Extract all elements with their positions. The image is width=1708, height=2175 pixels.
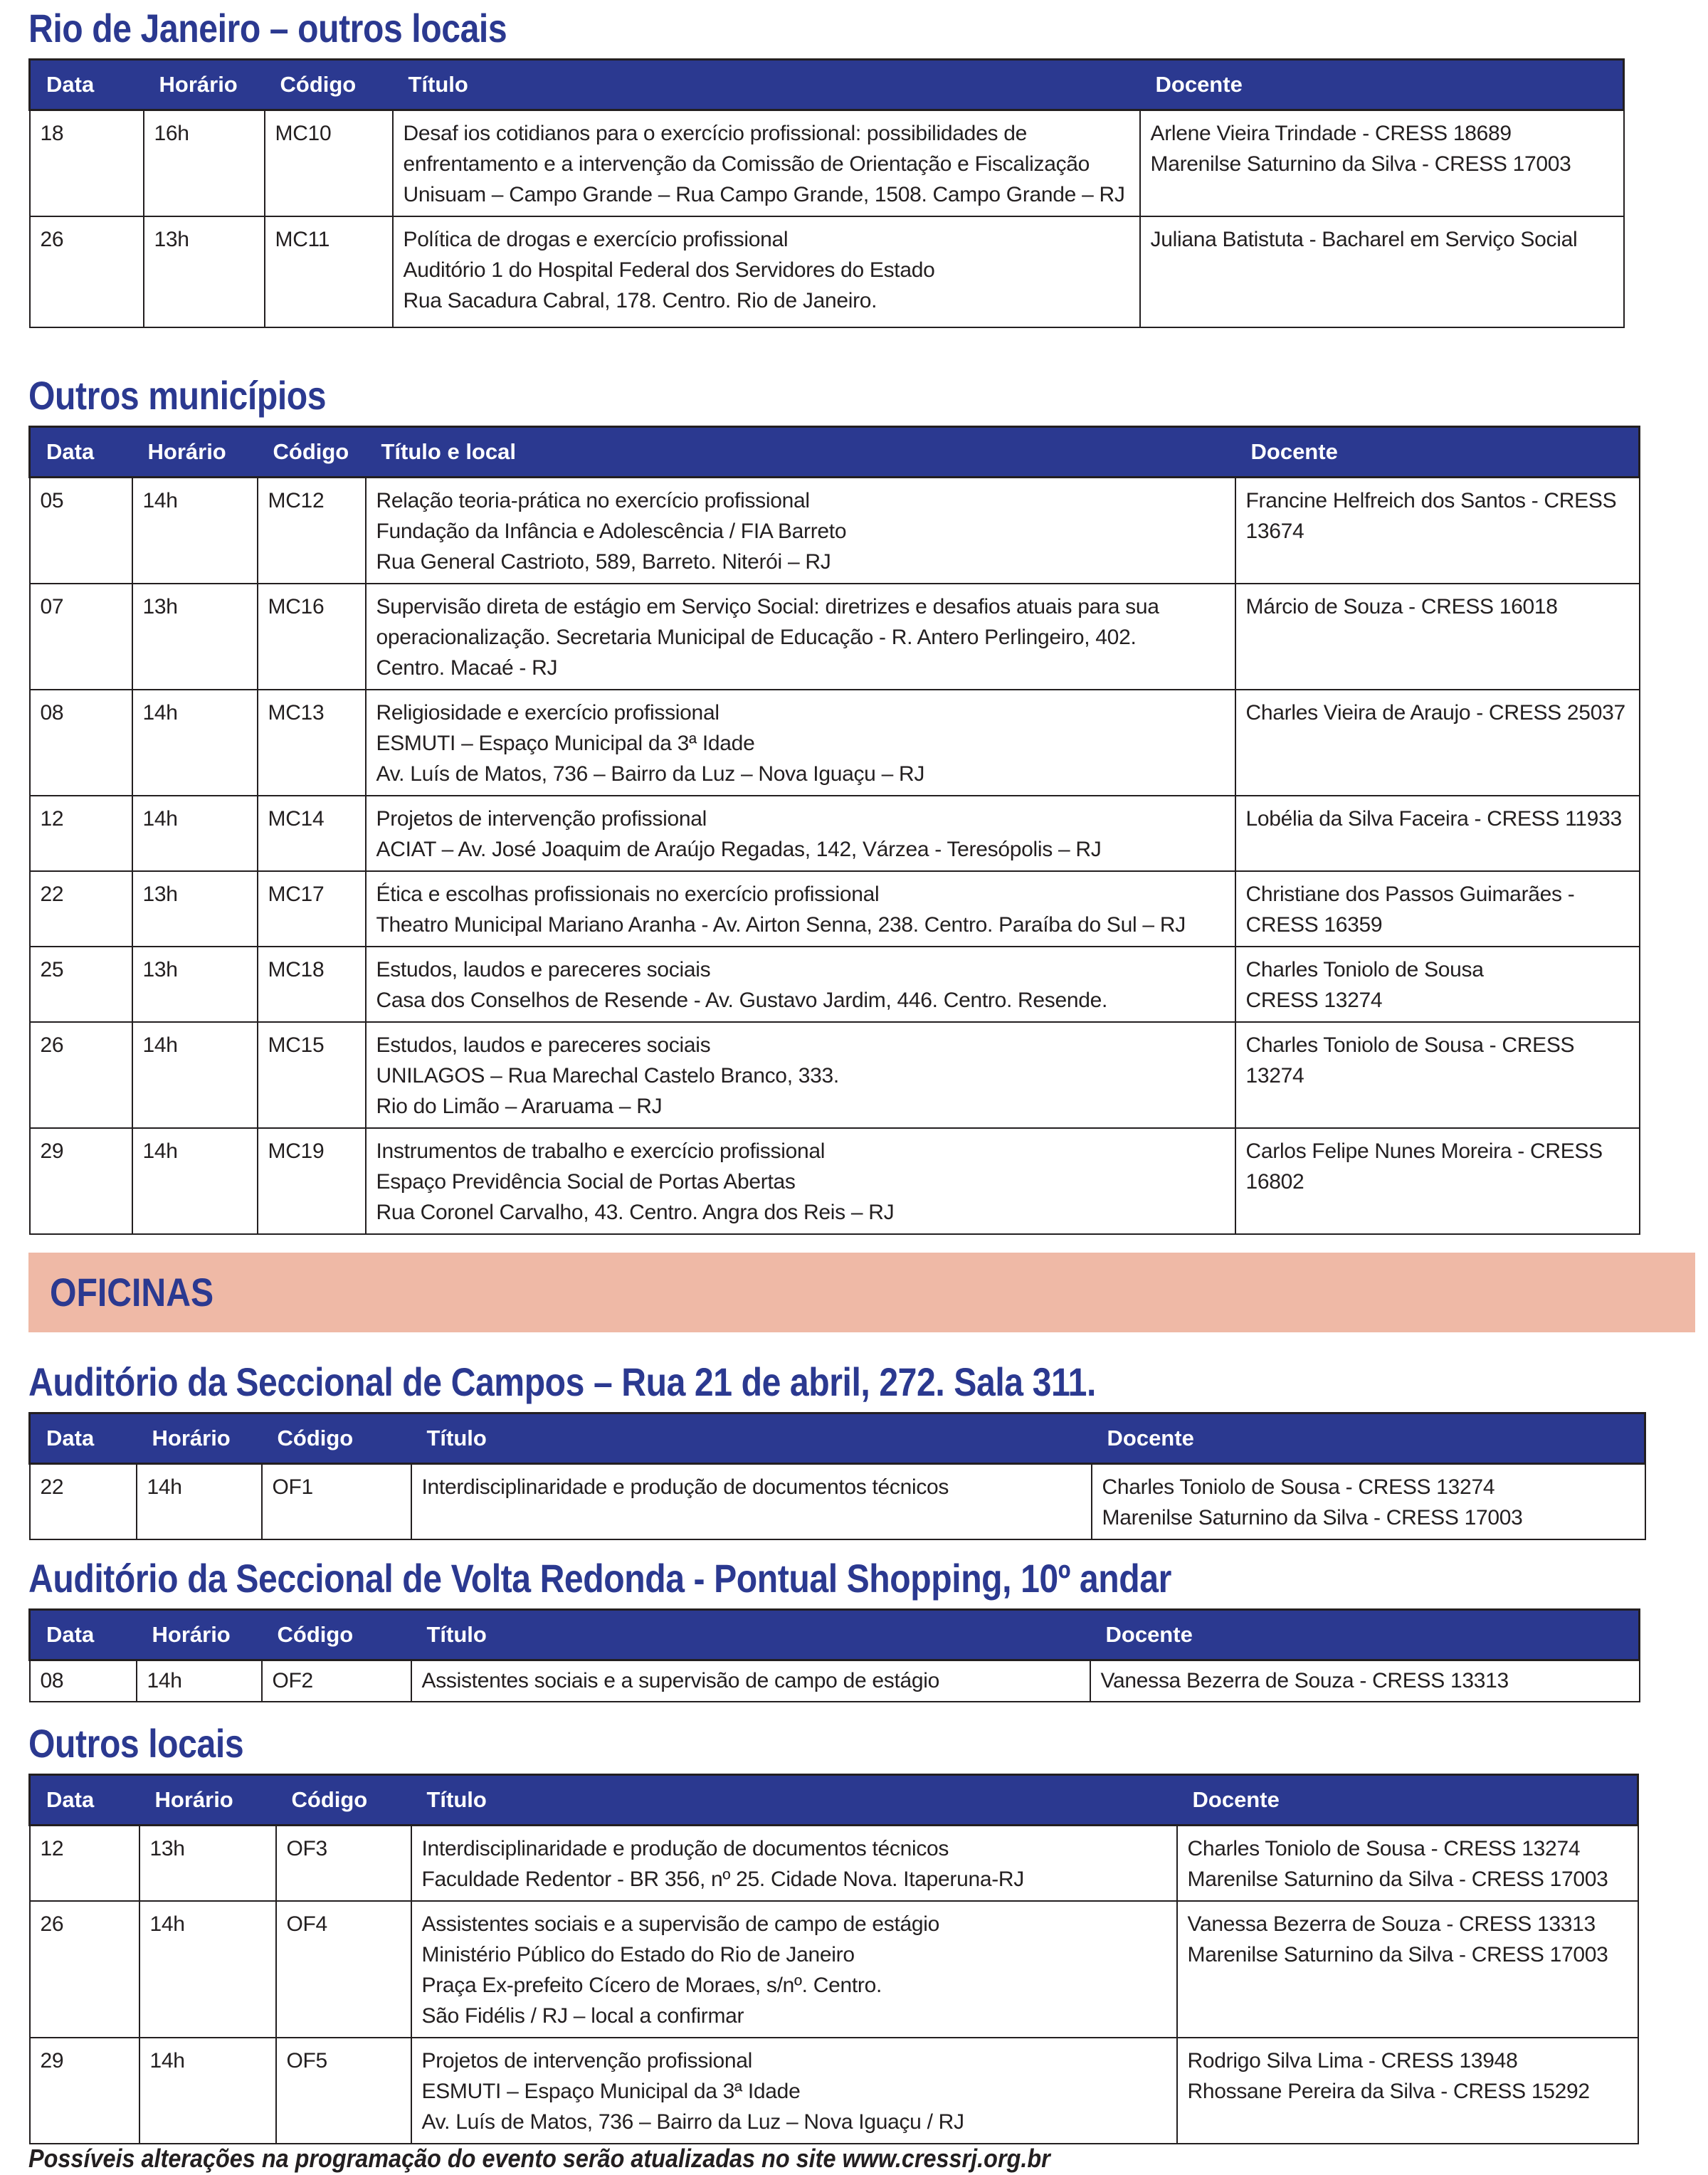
cell-title: Assistentes sociais e a supervisão de campo de estágio Ministério Público do Estado do Rio de Janeiro Praça Ex-prefeito Cícero de Moraes, s/nº. Centro. São Fidélis / RJ – local a confirmar [411,1901,1177,2038]
cell-code: OF4 [276,1901,411,2038]
cell-time: 14h [137,1464,262,1540]
cell-date: 26 [30,216,144,327]
cell-instructor: Charles Vieira de Araujo - CRESS 25037 [1235,690,1640,796]
cell-date: 29 [30,1128,132,1234]
cell-instructor: Christiane dos Passos Guimarães - CRESS 16359 [1235,871,1640,947]
cell-time: 14h [139,2038,276,2144]
cell-date: 12 [30,1826,139,1902]
table-row [30,1826,1638,1902]
cell-instructor: Carlos Felipe Nunes Moreira - CRESS 16802 [1235,1128,1640,1234]
cell-code: MC15 [258,1022,366,1128]
cell-title: Instrumentos de trabalho e exercício profissional Espaço Previdência Social de Portas Abertas Rua Coronel Carvalho, 43. Centro. Angra dos Reis – RJ [366,1128,1235,1234]
cell-instructor: Rodrigo Silva Lima - CRESS 13948 Rhossane Pereira da Silva - CRESS 15292 [1177,2038,1638,2144]
footer-note: Possíveis alterações na programação do evento serão atualizadas no site www.cressrj.org.br [28,2144,1050,2173]
column-header-code: Código [258,427,366,478]
cell-time: 13h [139,1826,276,1902]
cell-date: 29 [30,2038,139,2144]
oficinas-label: OFICINAS [50,1270,214,1315]
column-header-title: Título e local [366,427,1235,478]
column-header-instructor: Docente [1140,60,1624,110]
cell-code: MC11 [265,216,393,327]
column-header-date: Data [30,1610,137,1660]
cell-time: 13h [132,947,258,1022]
cell-date: 26 [30,1901,139,2038]
section-title-outros-municipios: Outros municípios [28,373,327,418]
cell-time: 16h [144,110,265,217]
column-header-date: Data [30,60,144,110]
cell-date: 25 [30,947,132,1022]
cell-instructor: Arlene Vieira Trindade - CRESS 18689 Marenilse Saturnino da Silva - CRESS 17003 [1140,110,1624,217]
column-header-time: Horário [137,1610,262,1660]
cell-time: 14h [132,690,258,796]
section-title-campos: Auditório da Seccional de Campos – Rua 21 de abril, 272. Sala 311. [28,1359,1096,1404]
cell-instructor: Vanessa Bezerra de Souza - CRESS 13313 [1090,1660,1640,1702]
table-row [30,1128,1640,1234]
table-header-row [30,60,1624,110]
cell-title: Estudos, laudos e pareceres sociais Casa dos Conselhos de Resende - Av. Gustavo Jardim, 446. Centro. Resende. [366,947,1235,1022]
cell-code: MC18 [258,947,366,1022]
schedule-table-volta-redonda [28,1608,1640,1702]
table-row [30,796,1640,871]
column-header-instructor: Docente [1177,1775,1638,1826]
cell-time: 14h [132,796,258,871]
cell-code: MC16 [258,584,366,690]
table-header-row [30,427,1640,478]
column-header-instructor: Docente [1090,1610,1640,1660]
cell-time: 13h [144,216,265,327]
cell-code: OF3 [276,1826,411,1902]
cell-code: OF1 [262,1464,411,1540]
cell-instructor: Lobélia da Silva Faceira - CRESS 11933 [1235,796,1640,871]
cell-instructor: Márcio de Souza - CRESS 16018 [1235,584,1640,690]
cell-date: 18 [30,110,144,217]
cell-date: 26 [30,1022,132,1128]
cell-instructor: Francine Helfreich dos Santos - CRESS 13674 [1235,478,1640,584]
cell-code: MC13 [258,690,366,796]
cell-date: 08 [30,690,132,796]
table-row [30,871,1640,947]
cell-code: OF2 [262,1660,411,1702]
cell-instructor: Charles Toniolo de Sousa - CRESS 13274 Marenilse Saturnino da Silva - CRESS 17003 [1177,1826,1638,1902]
table-row [30,947,1640,1022]
cell-title: Interdisciplinaridade e produção de documentos técnicos Faculdade Redentor - BR 356, nº 25. Cidade Nova. Itaperuna-RJ [411,1826,1177,1902]
cell-title: Política de drogas e exercício profissional Auditório 1 do Hospital Federal dos Servidores do Estado Rua Sacadura Cabral, 178. Centro. Rio de Janeiro. [393,216,1140,327]
cell-time: 14h [132,478,258,584]
table-row [30,2038,1638,2144]
schedule-table-outros-municipios [28,426,1640,1235]
column-header-date: Data [30,427,132,478]
cell-date: 22 [30,1464,137,1540]
cell-instructor: Vanessa Bezerra de Souza - CRESS 13313 Marenilse Saturnino da Silva - CRESS 17003 [1177,1901,1638,2038]
cell-instructor: Charles Toniolo de Sousa - CRESS 13274 Marenilse Saturnino da Silva - CRESS 17003 [1092,1464,1645,1540]
cell-title: Estudos, laudos e pareceres sociais UNILAGOS – Rua Marechal Castelo Branco, 333. Rio do Limão – Araruama – RJ [366,1022,1235,1128]
cell-title: Relação teoria-prática no exercício profissional Fundação da Infância e Adolescência / FIA Barreto Rua General Castrioto, 589, Barreto. Niterói – RJ [366,478,1235,584]
table-row [30,110,1624,217]
table-row [30,1660,1640,1702]
table-row [30,584,1640,690]
cell-code: OF5 [276,2038,411,2144]
cell-instructor: Charles Toniolo de Sousa - CRESS 13274 [1235,1022,1640,1128]
cell-date: 08 [30,1660,137,1702]
table-row [30,216,1624,327]
cell-title: Projetos de intervenção profissional ACIAT – Av. José Joaquim de Araújo Regadas, 142, Várzea - Teresópolis – RJ [366,796,1235,871]
column-header-title: Título [411,1413,1092,1464]
table-row [30,690,1640,796]
cell-time: 13h [132,584,258,690]
column-header-date: Data [30,1413,137,1464]
cell-code: MC14 [258,796,366,871]
cell-code: MC19 [258,1128,366,1234]
column-header-code: Código [265,60,393,110]
cell-title: Religiosidade e exercício profissional ESMUTI – Espaço Municipal da 3ª Idade Av. Luís de Matos, 736 – Bairro da Luz – Nova Iguaçu – RJ [366,690,1235,796]
section-title-rio: Rio de Janeiro – outros locais [28,6,507,51]
schedule-table-outros-locais [28,1774,1639,2144]
cell-time: 13h [132,871,258,947]
cell-title: Interdisciplinaridade e produção de documentos técnicos [411,1464,1092,1540]
column-header-code: Código [262,1413,411,1464]
cell-code: MC10 [265,110,393,217]
cell-code: MC17 [258,871,366,947]
column-header-time: Horário [132,427,258,478]
cell-title: Ética e escolhas profissionais no exercício profissional Theatro Municipal Mariano Aranha - Av. Airton Senna, 238. Centro. Paraíba do Sul – RJ [366,871,1235,947]
column-header-time: Horário [144,60,265,110]
cell-title: Projetos de intervenção profissional ESMUTI – Espaço Municipal da 3ª Idade Av. Luís de Matos, 736 – Bairro da Luz – Nova Iguaçu / RJ [411,2038,1177,2144]
cell-date: 12 [30,796,132,871]
oficinas-band [28,1253,1695,1332]
table-row [30,1464,1645,1540]
column-header-title: Título [393,60,1140,110]
cell-time: 14h [132,1128,258,1234]
cell-title: Desaf ios cotidianos para o exercício profissional: possibilidades de enfrentamento e a intervenção da Comissão de Orientação e Fiscalização Unisuam – Campo Grande – Rua Campo Grande, 1508. Campo Grande – RJ [393,110,1140,217]
cell-title: Assistentes sociais e a supervisão de campo de estágio [411,1660,1090,1702]
cell-date: 07 [30,584,132,690]
column-header-date: Data [30,1775,139,1826]
column-header-instructor: Docente [1235,427,1640,478]
cell-time: 14h [132,1022,258,1128]
cell-instructor: Juliana Batistuta - Bacharel em Serviço Social [1140,216,1624,327]
column-header-time: Horário [137,1413,262,1464]
schedule-table-campos [28,1412,1646,1540]
cell-instructor: Charles Toniolo de Sousa CRESS 13274 [1235,947,1640,1022]
table-header-row [30,1775,1638,1826]
section-title-outros-locais: Outros locais [28,1721,244,1766]
column-header-code: Código [276,1775,411,1826]
cell-date: 22 [30,871,132,947]
table-row [30,1022,1640,1128]
cell-title: Supervisão direta de estágio em Serviço Social: diretrizes e desafios atuais para sua operacionalização. Secretaria Municipal de Educação - R. Antero Perlingeiro, 402. Centro. Macaé - RJ [366,584,1235,690]
table-row [30,1901,1638,2038]
table-header-row [30,1610,1640,1660]
section-title-volta-redonda: Auditório da Seccional de Volta Redonda - Pontual Shopping, 10º andar [28,1556,1171,1601]
column-header-title: Título [411,1610,1090,1660]
column-header-title: Título [411,1775,1177,1826]
cell-time: 14h [137,1660,262,1702]
column-header-code: Código [262,1610,411,1660]
column-header-instructor: Docente [1092,1413,1645,1464]
cell-time: 14h [139,1901,276,2038]
table-row [30,478,1640,584]
schedule-table-rio [28,58,1625,328]
cell-code: MC12 [258,478,366,584]
column-header-time: Horário [139,1775,276,1826]
table-header-row [30,1413,1645,1464]
cell-date: 05 [30,478,132,584]
